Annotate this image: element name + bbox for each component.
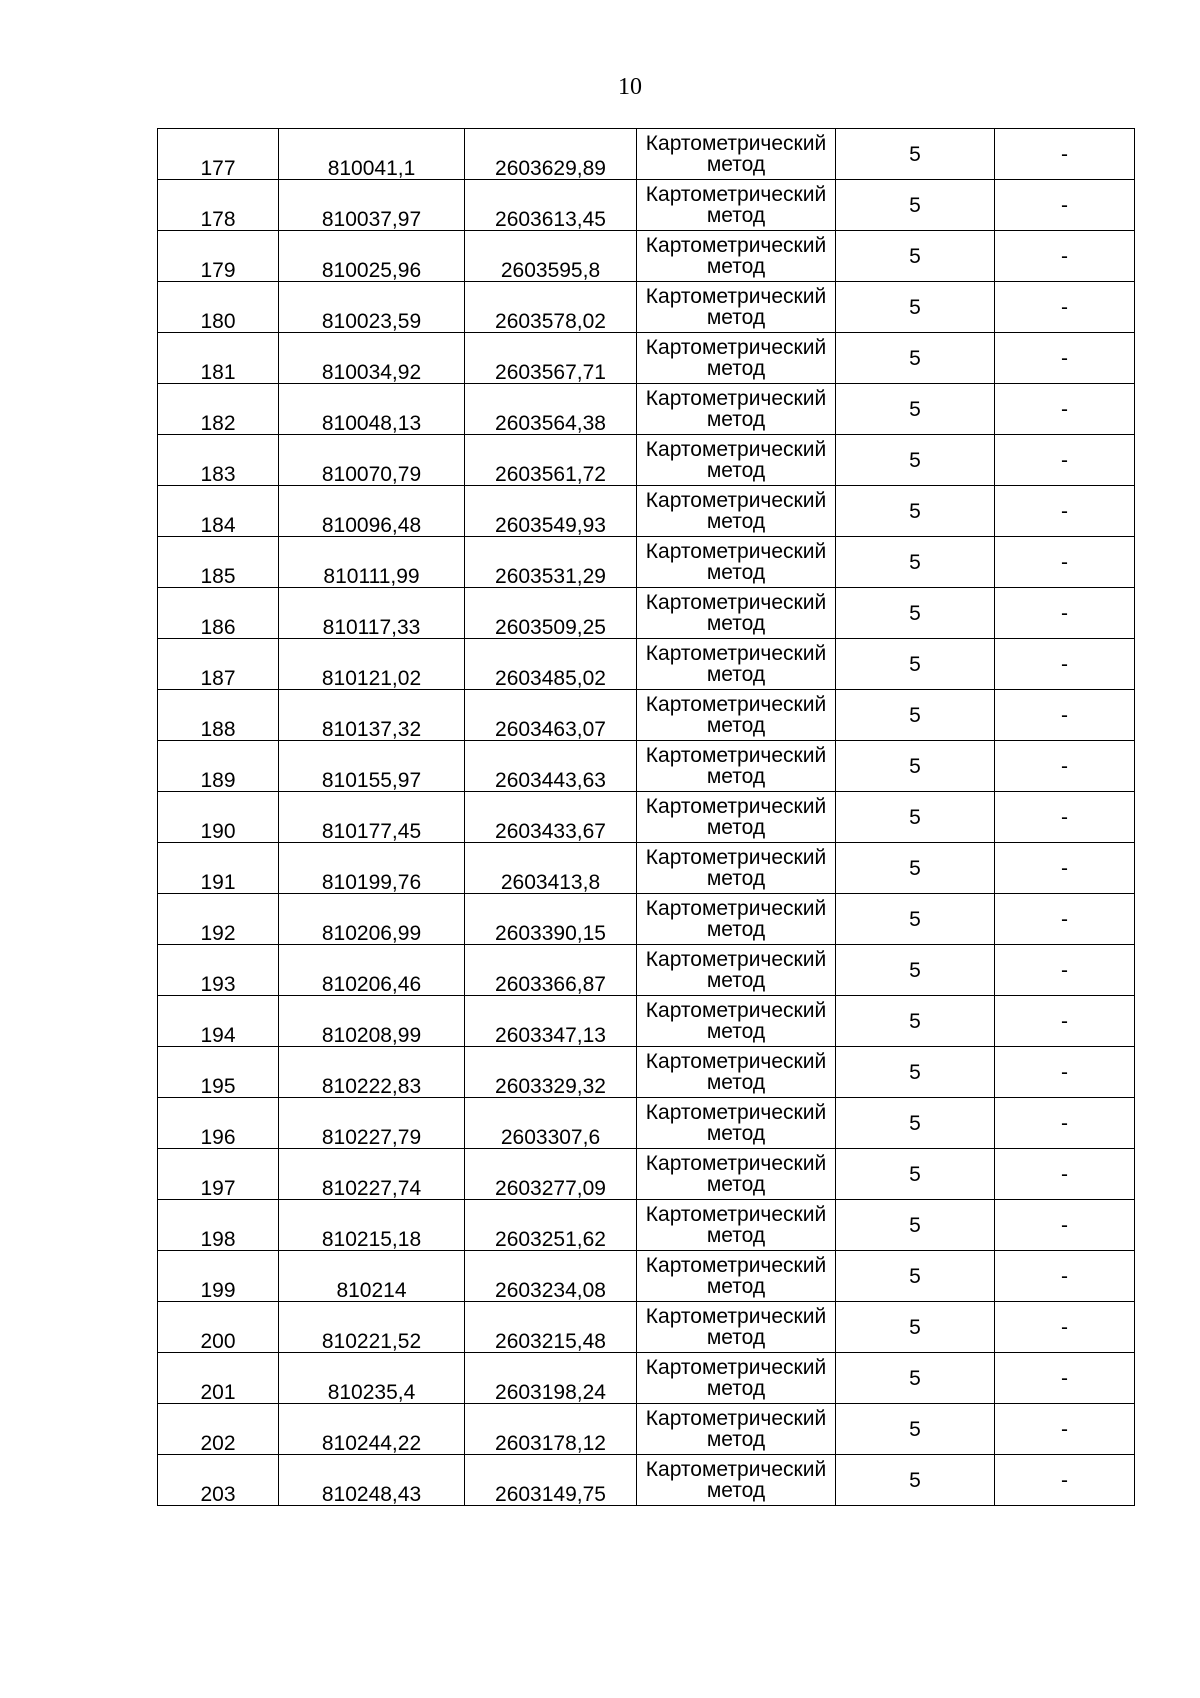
x-coordinate-cell: 810137,32 <box>279 690 465 741</box>
method-line-1: Картометрический <box>645 1356 827 1379</box>
method-line-1: Картометрический <box>645 948 827 971</box>
note-cell: - <box>995 1200 1135 1251</box>
method-line-2: метод <box>706 1377 766 1400</box>
method-line-1: Картометрический <box>645 1305 827 1328</box>
point-number-cell: 198 <box>158 1200 279 1251</box>
method-line-2: метод <box>706 663 766 686</box>
accuracy-cell: 5 <box>836 1149 995 1200</box>
method-line-1: Картометрический <box>645 183 827 206</box>
accuracy-cell: 5 <box>836 1047 995 1098</box>
method-line-1: Картометрический <box>645 387 827 410</box>
coordinates-table-body <box>158 129 1135 1506</box>
x-coordinate-cell: 810227,79 <box>279 1098 465 1149</box>
point-number-cell: 177 <box>158 129 279 180</box>
method-cell <box>637 1455 836 1506</box>
x-coordinate-cell: 810222,83 <box>279 1047 465 1098</box>
point-number-cell: 184 <box>158 486 279 537</box>
note-cell: - <box>995 1455 1135 1506</box>
method-cell <box>637 1302 836 1353</box>
note-cell: - <box>995 486 1135 537</box>
method-line-1: Картометрический <box>645 846 827 869</box>
accuracy-cell: 5 <box>836 945 995 996</box>
accuracy-cell: 5 <box>836 1200 995 1251</box>
method-line-2: метод <box>706 1326 766 1349</box>
table-row <box>158 690 1135 741</box>
y-coordinate-cell: 2603578,02 <box>465 282 637 333</box>
method-line-1: Картометрический <box>645 591 827 614</box>
method-line-2: метод <box>706 459 766 482</box>
method-line-2: метод <box>706 204 766 227</box>
method-line-2: метод <box>706 408 766 431</box>
note-cell: - <box>995 384 1135 435</box>
point-number-cell: 189 <box>158 741 279 792</box>
method-line-1: Картометрический <box>645 642 827 665</box>
point-number-cell: 179 <box>158 231 279 282</box>
y-coordinate-cell: 2603561,72 <box>465 435 637 486</box>
accuracy-cell: 5 <box>836 231 995 282</box>
note-cell: - <box>995 1047 1135 1098</box>
y-coordinate-cell: 2603443,63 <box>465 741 637 792</box>
accuracy-cell: 5 <box>836 588 995 639</box>
y-coordinate-cell: 2603413,8 <box>465 843 637 894</box>
note-cell: - <box>995 1302 1135 1353</box>
y-coordinate-cell: 2603215,48 <box>465 1302 637 1353</box>
x-coordinate-cell: 810221,52 <box>279 1302 465 1353</box>
point-number-cell: 185 <box>158 537 279 588</box>
accuracy-cell: 5 <box>836 333 995 384</box>
point-number-cell: 190 <box>158 792 279 843</box>
note-cell: - <box>995 129 1135 180</box>
table-row <box>158 1455 1135 1506</box>
method-cell <box>637 1251 836 1302</box>
x-coordinate-cell: 810214 <box>279 1251 465 1302</box>
method-line-2: метод <box>706 918 766 941</box>
method-line-2: метод <box>706 510 766 533</box>
note-cell: - <box>995 1098 1135 1149</box>
note-cell: - <box>995 180 1135 231</box>
note-cell: - <box>995 792 1135 843</box>
y-coordinate-cell: 2603347,13 <box>465 996 637 1047</box>
accuracy-cell: 5 <box>836 1251 995 1302</box>
table-row <box>158 1200 1135 1251</box>
accuracy-cell: 5 <box>836 741 995 792</box>
y-coordinate-cell: 2603329,32 <box>465 1047 637 1098</box>
method-line-1: Картометрический <box>645 489 827 512</box>
x-coordinate-cell: 810206,46 <box>279 945 465 996</box>
accuracy-cell: 5 <box>836 1455 995 1506</box>
y-coordinate-cell: 2603531,29 <box>465 537 637 588</box>
point-number-cell: 181 <box>158 333 279 384</box>
method-line-2: метод <box>706 153 766 176</box>
x-coordinate-cell: 810155,97 <box>279 741 465 792</box>
method-cell <box>637 741 836 792</box>
point-number-cell: 203 <box>158 1455 279 1506</box>
method-cell <box>637 996 836 1047</box>
x-coordinate-cell: 810111,99 <box>279 537 465 588</box>
point-number-cell: 193 <box>158 945 279 996</box>
method-line-2: метод <box>706 1122 766 1145</box>
method-line-2: метод <box>706 1428 766 1451</box>
method-line-1: Картометрический <box>645 540 827 563</box>
y-coordinate-cell: 2603463,07 <box>465 690 637 741</box>
note-cell: - <box>995 282 1135 333</box>
note-cell: - <box>995 1251 1135 1302</box>
method-line-1: Картометрический <box>645 1101 827 1124</box>
accuracy-cell: 5 <box>836 384 995 435</box>
point-number-cell: 195 <box>158 1047 279 1098</box>
page-number: 10 <box>618 74 642 100</box>
method-line-2: метод <box>706 357 766 380</box>
table-row <box>158 486 1135 537</box>
method-line-2: метод <box>706 612 766 635</box>
note-cell: - <box>995 537 1135 588</box>
method-cell <box>637 333 836 384</box>
accuracy-cell: 5 <box>836 537 995 588</box>
method-line-1: Картометрический <box>645 744 827 767</box>
note-cell: - <box>995 894 1135 945</box>
point-number-cell: 194 <box>158 996 279 1047</box>
x-coordinate-cell: 810199,76 <box>279 843 465 894</box>
accuracy-cell: 5 <box>836 894 995 945</box>
point-number-cell: 197 <box>158 1149 279 1200</box>
method-line-1: Картометрический <box>645 1254 827 1277</box>
method-line-1: Картометрический <box>645 999 827 1022</box>
table-row <box>158 1149 1135 1200</box>
accuracy-cell: 5 <box>836 486 995 537</box>
table-row <box>158 129 1135 180</box>
method-cell <box>637 588 836 639</box>
x-coordinate-cell: 810023,59 <box>279 282 465 333</box>
note-cell: - <box>995 945 1135 996</box>
y-coordinate-cell: 2603564,38 <box>465 384 637 435</box>
method-cell <box>637 1353 836 1404</box>
note-cell: - <box>995 435 1135 486</box>
method-cell <box>637 282 836 333</box>
x-coordinate-cell: 810227,74 <box>279 1149 465 1200</box>
table-row <box>158 843 1135 894</box>
table-row <box>158 588 1135 639</box>
method-line-1: Картометрический <box>645 336 827 359</box>
method-cell <box>637 1200 836 1251</box>
table-row <box>158 996 1135 1047</box>
y-coordinate-cell: 2603629,89 <box>465 129 637 180</box>
x-coordinate-cell: 810025,96 <box>279 231 465 282</box>
accuracy-cell: 5 <box>836 282 995 333</box>
note-cell: - <box>995 231 1135 282</box>
method-cell <box>637 384 836 435</box>
x-coordinate-cell: 810235,4 <box>279 1353 465 1404</box>
method-line-2: метод <box>706 561 766 584</box>
x-coordinate-cell: 810121,02 <box>279 639 465 690</box>
accuracy-cell: 5 <box>836 435 995 486</box>
y-coordinate-cell: 2603549,93 <box>465 486 637 537</box>
table-row <box>158 282 1135 333</box>
x-coordinate-cell: 810248,43 <box>279 1455 465 1506</box>
method-line-2: метод <box>706 969 766 992</box>
table-row <box>158 1404 1135 1455</box>
method-line-1: Картометрический <box>645 1152 827 1175</box>
x-coordinate-cell: 810244,22 <box>279 1404 465 1455</box>
method-cell <box>637 180 836 231</box>
method-line-1: Картометрический <box>645 1050 827 1073</box>
y-coordinate-cell: 2603485,02 <box>465 639 637 690</box>
method-line-2: метод <box>706 1020 766 1043</box>
accuracy-cell: 5 <box>836 180 995 231</box>
y-coordinate-cell: 2603595,8 <box>465 231 637 282</box>
note-cell: - <box>995 843 1135 894</box>
method-line-2: метод <box>706 255 766 278</box>
x-coordinate-cell: 810048,13 <box>279 384 465 435</box>
accuracy-cell: 5 <box>836 639 995 690</box>
method-cell <box>637 537 836 588</box>
y-coordinate-cell: 2603366,87 <box>465 945 637 996</box>
point-number-cell: 196 <box>158 1098 279 1149</box>
method-line-1: Картометрический <box>645 795 827 818</box>
method-line-1: Картометрический <box>645 438 827 461</box>
point-number-cell: 191 <box>158 843 279 894</box>
table-row <box>158 1353 1135 1404</box>
x-coordinate-cell: 810206,99 <box>279 894 465 945</box>
x-coordinate-cell: 810037,97 <box>279 180 465 231</box>
method-cell <box>637 843 836 894</box>
x-coordinate-cell: 810034,92 <box>279 333 465 384</box>
method-cell <box>637 1404 836 1455</box>
accuracy-cell: 5 <box>836 690 995 741</box>
accuracy-cell: 5 <box>836 1353 995 1404</box>
point-number-cell: 202 <box>158 1404 279 1455</box>
note-cell: - <box>995 690 1135 741</box>
point-number-cell: 192 <box>158 894 279 945</box>
method-cell <box>637 231 836 282</box>
point-number-cell: 178 <box>158 180 279 231</box>
method-line-1: Картометрический <box>645 234 827 257</box>
accuracy-cell: 5 <box>836 792 995 843</box>
method-line-1: Картометрический <box>645 897 827 920</box>
point-number-cell: 200 <box>158 1302 279 1353</box>
note-cell: - <box>995 996 1135 1047</box>
table-row <box>158 792 1135 843</box>
x-coordinate-cell: 810215,18 <box>279 1200 465 1251</box>
table-row <box>158 180 1135 231</box>
method-line-1: Картометрический <box>645 1458 827 1481</box>
y-coordinate-cell: 2603390,15 <box>465 894 637 945</box>
table-row <box>158 1098 1135 1149</box>
x-coordinate-cell: 810041,1 <box>279 129 465 180</box>
point-number-cell: 186 <box>158 588 279 639</box>
method-cell <box>637 129 836 180</box>
point-number-cell: 187 <box>158 639 279 690</box>
accuracy-cell: 5 <box>836 843 995 894</box>
accuracy-cell: 5 <box>836 129 995 180</box>
x-coordinate-cell: 810070,79 <box>279 435 465 486</box>
method-cell <box>637 690 836 741</box>
table-row <box>158 741 1135 792</box>
method-line-2: метод <box>706 816 766 839</box>
table-row <box>158 537 1135 588</box>
table-row <box>158 333 1135 384</box>
accuracy-cell: 5 <box>836 996 995 1047</box>
table-row <box>158 639 1135 690</box>
x-coordinate-cell: 810208,99 <box>279 996 465 1047</box>
point-number-cell: 199 <box>158 1251 279 1302</box>
note-cell: - <box>995 333 1135 384</box>
method-line-1: Картометрический <box>645 1203 827 1226</box>
y-coordinate-cell: 2603198,24 <box>465 1353 637 1404</box>
method-line-2: метод <box>706 765 766 788</box>
note-cell: - <box>995 1149 1135 1200</box>
table-row <box>158 384 1135 435</box>
method-line-2: метод <box>706 306 766 329</box>
method-line-2: метод <box>706 714 766 737</box>
method-cell <box>637 894 836 945</box>
x-coordinate-cell: 810117,33 <box>279 588 465 639</box>
table-row <box>158 1302 1135 1353</box>
y-coordinate-cell: 2603567,71 <box>465 333 637 384</box>
method-line-2: метод <box>706 1479 766 1502</box>
method-line-1: Картометрический <box>645 285 827 308</box>
accuracy-cell: 5 <box>836 1302 995 1353</box>
method-line-2: метод <box>706 1275 766 1298</box>
accuracy-cell: 5 <box>836 1404 995 1455</box>
point-number-cell: 182 <box>158 384 279 435</box>
y-coordinate-cell: 2603613,45 <box>465 180 637 231</box>
method-line-2: метод <box>706 1224 766 1247</box>
x-coordinate-cell: 810177,45 <box>279 792 465 843</box>
y-coordinate-cell: 2603433,67 <box>465 792 637 843</box>
y-coordinate-cell: 2603307,6 <box>465 1098 637 1149</box>
method-line-2: метод <box>706 1173 766 1196</box>
coordinates-table <box>157 128 1135 1506</box>
method-cell <box>637 1047 836 1098</box>
note-cell: - <box>995 639 1135 690</box>
y-coordinate-cell: 2603509,25 <box>465 588 637 639</box>
point-number-cell: 188 <box>158 690 279 741</box>
point-number-cell: 183 <box>158 435 279 486</box>
method-line-2: метод <box>706 867 766 890</box>
table-row <box>158 1251 1135 1302</box>
y-coordinate-cell: 2603149,75 <box>465 1455 637 1506</box>
y-coordinate-cell: 2603251,62 <box>465 1200 637 1251</box>
x-coordinate-cell: 810096,48 <box>279 486 465 537</box>
accuracy-cell: 5 <box>836 1098 995 1149</box>
table-row <box>158 1047 1135 1098</box>
y-coordinate-cell: 2603178,12 <box>465 1404 637 1455</box>
point-number-cell: 201 <box>158 1353 279 1404</box>
method-cell <box>637 639 836 690</box>
table-row <box>158 945 1135 996</box>
method-cell <box>637 1149 836 1200</box>
method-line-1: Картометрический <box>645 1407 827 1430</box>
method-cell <box>637 945 836 996</box>
point-number-cell: 180 <box>158 282 279 333</box>
method-line-1: Картометрический <box>645 693 827 716</box>
method-line-2: метод <box>706 1071 766 1094</box>
method-cell <box>637 486 836 537</box>
table-row <box>158 894 1135 945</box>
note-cell: - <box>995 741 1135 792</box>
note-cell: - <box>995 588 1135 639</box>
method-cell <box>637 1098 836 1149</box>
method-line-1: Картометрический <box>645 132 827 155</box>
y-coordinate-cell: 2603277,09 <box>465 1149 637 1200</box>
table-row <box>158 231 1135 282</box>
method-cell <box>637 792 836 843</box>
y-coordinate-cell: 2603234,08 <box>465 1251 637 1302</box>
note-cell: - <box>995 1353 1135 1404</box>
table-row <box>158 435 1135 486</box>
method-cell <box>637 435 836 486</box>
note-cell: - <box>995 1404 1135 1455</box>
